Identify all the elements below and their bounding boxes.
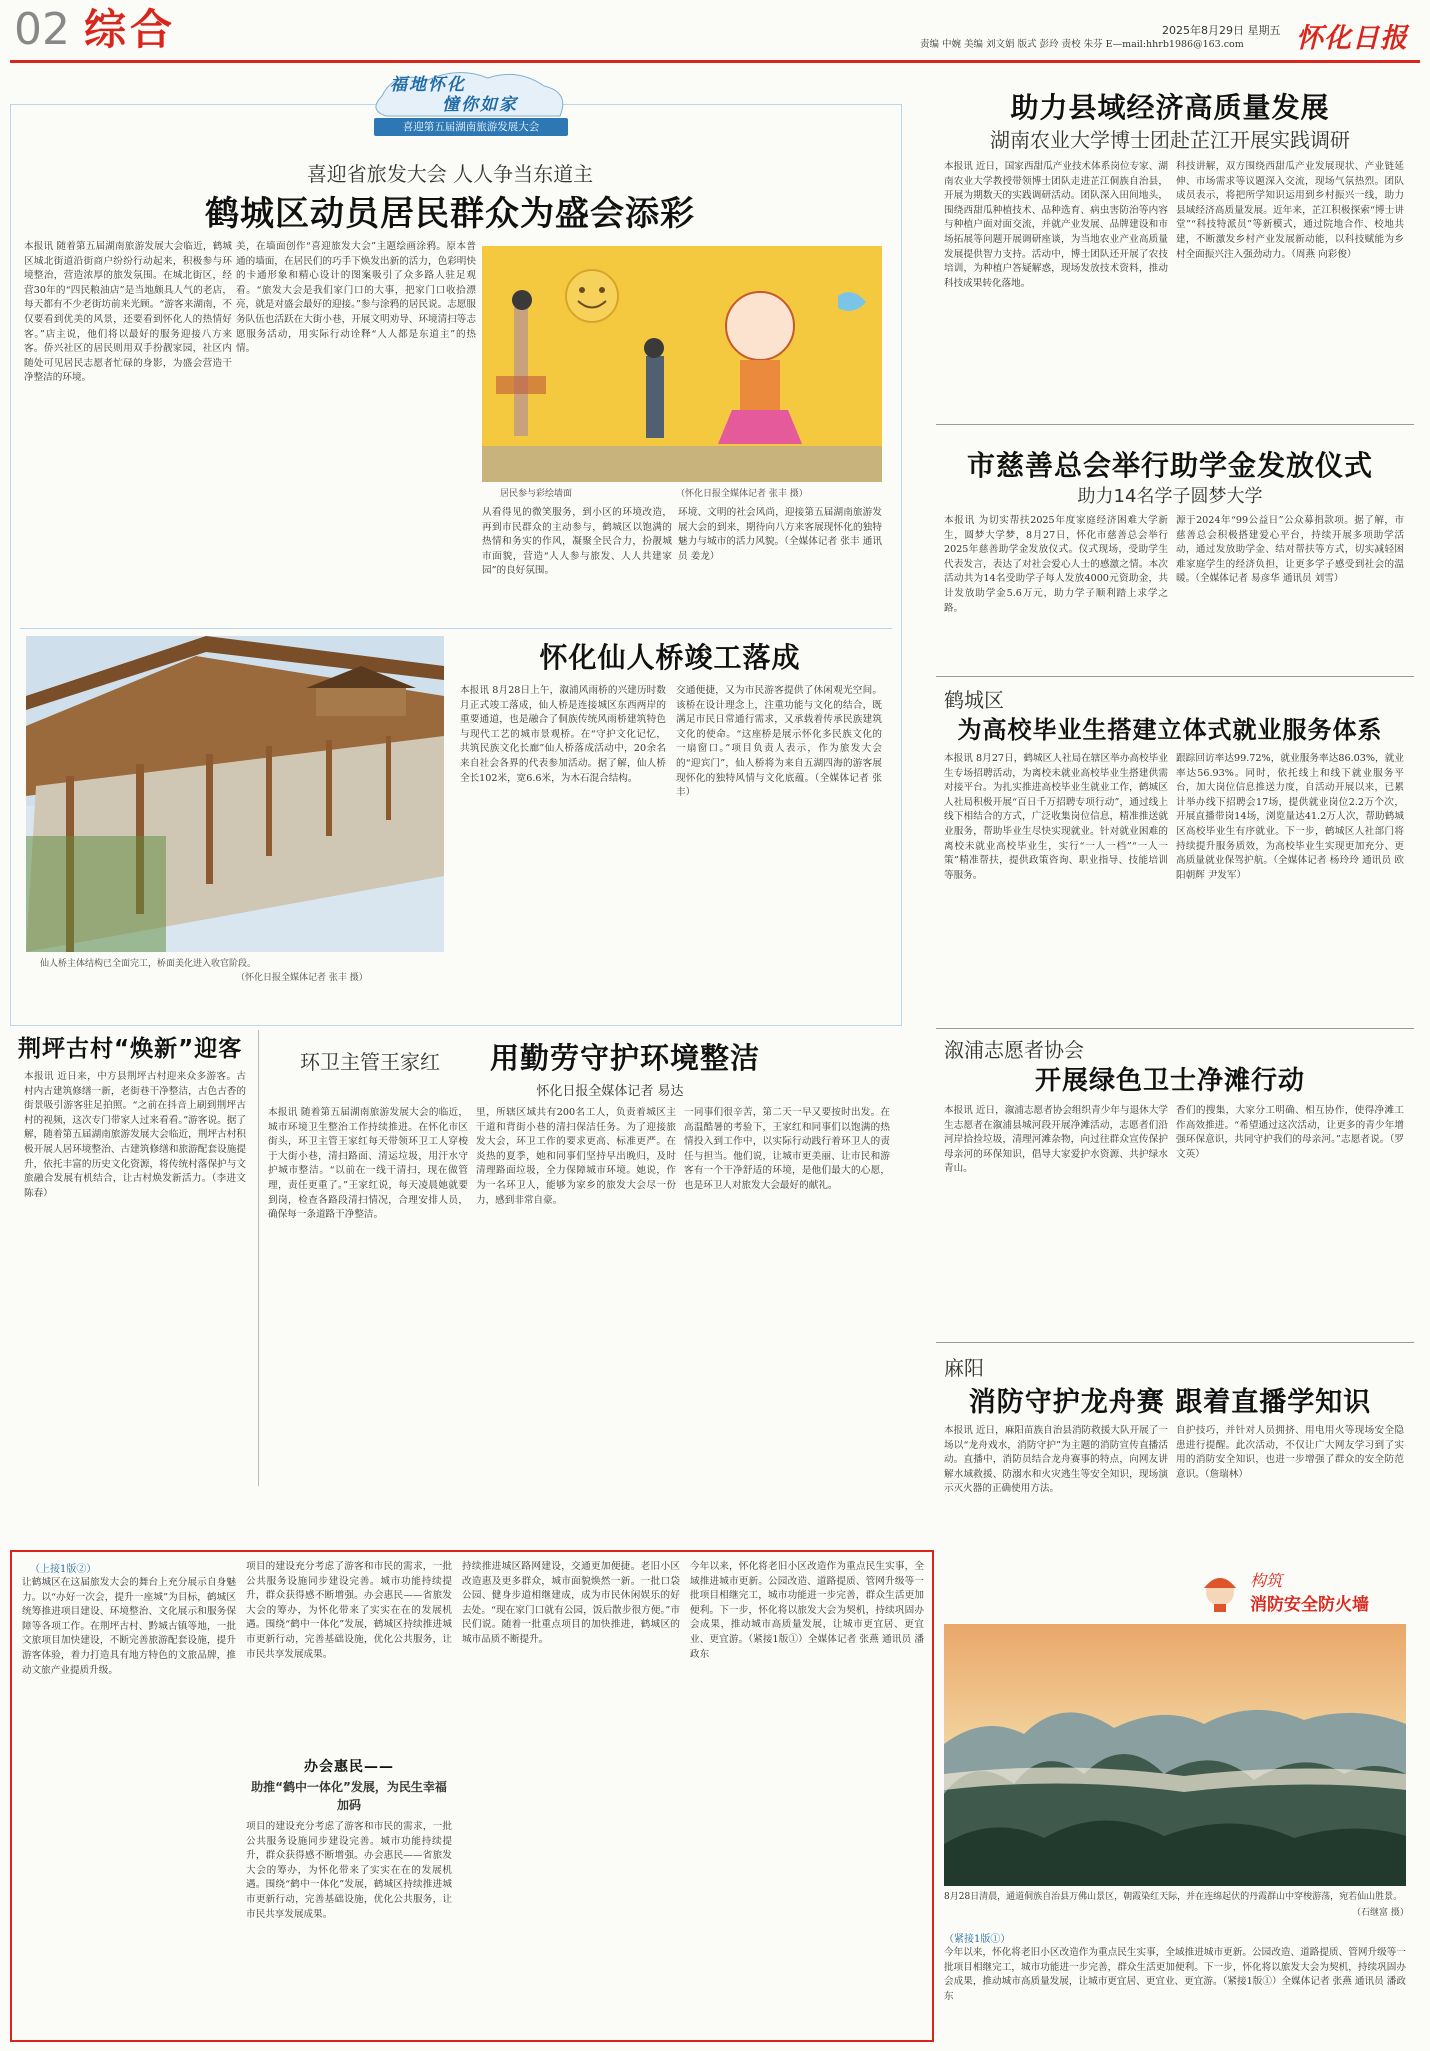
bottom-heading-1: 办会惠民—— xyxy=(304,1759,394,1775)
article1-divider xyxy=(20,628,892,629)
volunteer-col-2: 香们的搜集，大家分工明确、相互协作，使得净滩工作高效推进。“希望通过这次活动，让更多的青少年增强环保意识，共同守护我们的母亲河。”志愿者说。（罗文英） xyxy=(1176,1105,1404,1160)
firefighter-icon xyxy=(1200,1568,1240,1612)
banner-line-1: 福地怀化 xyxy=(390,75,466,95)
continued-from-marker: （上接1版②） xyxy=(30,1564,97,1575)
right2-title: 市慈善总会举行助学金发放仪式 xyxy=(966,449,1373,482)
right1-title: 助力县域经济高质量发展 xyxy=(1010,91,1330,124)
scenic-photo xyxy=(944,1624,1406,1886)
page-number: 02 xyxy=(14,4,70,55)
right3-col-2: 跟踪回访率达99.72%，就业服务率达86.03%，就业率达56.93%。同时，依托线上和线下就业服务平台，加大岗位信息推送力度，自活动开展以来，已累计举办线下招聘会17场，提供就业岗位2.2万个次，开展直播带岗14场，浏览量达41.2万人次，帮助鹤城区高校毕业生有序就业。下一步，鹤城区人社部门将持续提升服务质效，为高校毕业生实现更加充分、更高质量就业保驾护航。（全媒体记者 杨玲玲 通讯员 欧阳朝辉 尹发军） xyxy=(1176,753,1404,881)
article1-col-3: 从看得见的微笑服务，到小区的环境改造，再到市民群众的主动参与，鹤城区以饱满的热情和务实的作风，凝聚全民合力，扮靓城市面貌，营造“人人参与旅发、人人共建家园”的良好氛围。 xyxy=(482,507,672,577)
village-divider xyxy=(258,1030,259,1486)
scenic-caption: 8月28日清晨，通道侗族自治县万佛山景区，朝霞染红天际，并在连绵起伏的丹霞群山中穿梭游荡，宛若仙山胜景。 xyxy=(944,1892,1403,1902)
bottom-col-3: 持续推进城区路网建设，交通更加便捷。老旧小区改造惠及更多群众，城市面貌焕然一新。一批口袋公园、健身步道相继建成，成为市民休闲娱乐的好去处。“现在家门口就有公园，饭后散步很方便。”市民们说。随着一批重点项目的加快推进，鹤城区的城市品质不断提升。 xyxy=(462,1561,680,1645)
banner-line-2: 憧你如家 xyxy=(442,95,518,115)
article1-photo xyxy=(482,246,882,482)
bridge-photo xyxy=(26,636,444,952)
right1-subtitle: 湖南农业大学博士团赴芷江开展实践调研 xyxy=(990,128,1350,152)
fire-badge-line-2: 消防安全防火墙 xyxy=(1250,1595,1369,1615)
article1-photo-credit: （怀化日报全媒体记者 张丰 摄） xyxy=(676,489,808,499)
fire-safety-badge xyxy=(1200,1566,1414,1616)
right3-title: 为高校毕业生搭建立体式就业服务体系 xyxy=(957,716,1383,744)
section-name: 综合 xyxy=(84,5,177,54)
bridge-title: 怀化仙人桥竣工落成 xyxy=(539,641,801,674)
issue-date: 2025年8月29日 星期五 xyxy=(1162,24,1281,37)
volunteer-kicker: 溆浦志愿者协会 xyxy=(944,1038,1084,1062)
right3-divider xyxy=(936,1028,1414,1029)
right1-divider xyxy=(936,424,1414,425)
bridge-col-2: 交通便捷，又为市民游客提供了休闲观光空间。该桥在设计理念上，注重功能与文化的结合，既满足市民日常通行需求，又承载着传承民族建筑文化的使命。“这座桥是展示怀化多民族文化的一扇窗口。”项目负责人表示，作为旅发大会的“迎宾门”，仙人桥将为来自五湖四海的游客展现怀化的独特风情与文化底蕴。（全媒体记者 张丰） xyxy=(676,685,882,799)
right-bottom-continuation: 今年以来，怀化将老旧小区改造作为重点民生实事，全域推进城市更新。公园改造、道路提质、管网升级等一批项目相继完工，城市功能进一步完善，群众生活更加便利。下一步，怀化将以旅发大会为契机，持续巩固办会成果，推动城市高质量发展，让城市更宜居、更宜业、更宜游。（紧接1版①）全媒体记者 张燕 通讯员 潘政东 xyxy=(944,1947,1406,2002)
worker-title: 用勤劳守护环境整洁 xyxy=(490,1041,761,1075)
village-title: 荆坪古村“焕新”迎客 xyxy=(18,1036,243,1062)
feature-banner xyxy=(368,66,574,144)
bottom-col-2: 项目的建设充分考虑了游客和市民的需求，一批公共服务设施同步建设完善。城市功能持续提升，群众获得感不断增强。办会惠民——省旅发大会的筹办，为怀化带来了实实在在的发展机遇。围绕“鹤中一体化”发展，鹤城区持续推进城市更新行动，完善基础设施，优化公共服务，让市民共享发展成果。 xyxy=(246,1561,452,1660)
bottom-col-1: 让鹤城区在这届旅发大会的舞台上充分展示自身魅力。以“办好一次会，提升一座城”为目标，鹤城区统筹推进项目建设、环境整治、文化展示和服务保障等各项工作。在荆坪古村、黔城古镇等地，一批文旅项目加快建设，不断完善旅游配套设施，提升游客体验，着力打造具有地方特色的文旅品牌，推动文旅产业提质升级。 xyxy=(22,1577,236,1676)
article1-col-1: 本报讯 随着第五届湖南旅游发展大会临近，鹤城区城北街道沿街商户纷纷行动起来，积极参与环境整治，营造浓厚的旅发氛围。在城北街区，经营30年的“四民粮油店”是当地颇具人气的老店，每天都有不少老街坊前来光顾。“游客来湖南，不仅要看到优美的风景，还要看到怀化人的热情好客。”店主说，他们将以最好的服务迎接八方来客。侨兴社区的居民则用双手扮靓家园，社区内随处可见居民志愿者忙碌的身影，为盛会营造干净整洁的环境。 xyxy=(24,241,232,384)
bottom-col-2b: 项目的建设充分考虑了游客和市民的需求，一批公共服务设施同步建设完善。城市功能持续提升，群众获得感不断增强。办会惠民——省旅发大会的筹办，为怀化带来了实实在在的发展机遇。围绕“鹤中一体化”发展，鹤城区持续推进城市更新行动，完善基础设施，优化公共服务，让市民共享发展成果。 xyxy=(246,1821,452,1920)
banner-ribbon-text: 喜迎第五届湖南旅游发展大会 xyxy=(402,121,540,133)
fire-badge-line-1: 构筑 xyxy=(1250,1571,1283,1590)
article1-kicker: 喜迎省旅发大会 人人争当东道主 xyxy=(306,162,594,186)
fire-title: 消防守护龙舟赛 跟着直播学知识 xyxy=(968,1387,1372,1418)
worker-col-1: 本报讯 随着第五届湖南旅游发展大会的临近，城市环境卫生整治工作持续推进。在怀化市区街头，环卫主管王家红每天带领环卫工人穿梭于大街小巷，清扫路面、清运垃圾，用汗水守护城市整洁。“以前在一线干清扫，现在做管理，责任更重了。”王家红说，每天凌晨她就要到岗，检查各路段清扫情况，合理安排人员，确保每一条道路干净整洁。 xyxy=(268,1107,468,1221)
article1-title: 鹤城区动员居民群众为盛会添彩 xyxy=(205,194,695,234)
right2-subtitle: 助力14名学子圆梦大学 xyxy=(1077,486,1263,507)
bridge-photo-caption: 仙人桥主体结构已全面完工，桥面美化进入收官阶段。 xyxy=(40,959,257,969)
right1-col-1: 本报讯 近日，国家西甜瓜产业技术体系岗位专家、湖南农业大学教授带领博士团队走进芷江侗族自治县，开展为期数天的实践调研活动。团队深入田间地头，围绕西甜瓜种植技术、品种选育、病虫害防治等内容与种植户面对面交流，并就产业发展、品牌建设和市场拓展等问题开展调研座谈，为当地农业产业高质量发展提供智力支持。活动中，博士团队还开展了农技培训，为种植户答疑解惑，现场发放技术资料，推动科技成果转化落地。 xyxy=(944,161,1168,289)
volunteer-divider xyxy=(936,1342,1414,1343)
worker-byline: 怀化日报全媒体记者 易达 xyxy=(536,1084,684,1099)
right2-divider xyxy=(936,676,1414,677)
bottom-heading-2: 助推“鹤中一体化”发展，为民生幸福加码 xyxy=(251,1780,447,1812)
right3-kicker: 鹤城区 xyxy=(944,688,1004,712)
bridge-photo-credit: （怀化日报全媒体记者 张丰 摄） xyxy=(236,973,368,983)
right2-col-1: 本报讯 为切实帮扶2025年度家庭经济困难大学新生，圆梦大学梦，8月27日，怀化市慈善总会举行2025年慈善助学金发放仪式。仪式现场，受助学生代表发言，表达了对社会爱心人士的感激之情。本次活动共为14名受助学子每人发放4000元资助金，共计发放助学金5.6万元，助力学子顺利踏上求学之路。 xyxy=(944,515,1168,614)
edit-staff: 责编 中婉 美编 刘文娟 版式 彭玲 责校 朱芬 E—mail:hhrb1986@163.com xyxy=(920,39,1244,50)
scenic-credit: （石继富 摄） xyxy=(1352,1908,1409,1918)
right2-col-2: 源于2024年“99公益日”公众募捐款项。据了解，市慈善总会积极搭建爱心平台，持续开展多项助学活动，通过发放助学金、结对帮扶等方式，切实减轻困难家庭学生的经济负担，让更多学子感受到社会的温暖。（全媒体记者 易彦华 通讯员 刘雪） xyxy=(1176,515,1404,585)
bottom-col-4: 今年以来，怀化将老旧小区改造作为重点民生实事，全域推进城市更新。公园改造、道路提质、管网升级等一批项目相继完工，城市功能进一步完善，群众生活更加便利。下一步，怀化将以旅发大会为契机，持续巩固办会成果，推动城市高质量发展，让城市更宜居、更宜业、更宜游。（紧接1版①）全媒体记者 张燕 通讯员 潘政东 xyxy=(690,1561,924,1660)
worker-col-2: 里，所辖区域共有200名工人，负责着城区主干道和背街小巷的清扫保洁任务。为了迎接旅发大会，环卫工作的要求更高、标准更严。在炎热的夏季，她和同事们坚持早出晚归，及时清理路面垃圾，全力保障城市环境。她说，作为一名环卫人，能够为家乡的旅发大会尽一份力，感到非常自豪。 xyxy=(476,1107,676,1206)
volunteer-col-1: 本报讯 近日，溆浦志愿者协会组织青少年与退休大学生志愿者在溆浦县城河段开展净滩活动，志愿者们沿河岸拾捡垃圾，清理河滩杂物，向过往群众宣传保护母亲河的环保知识，倡导大家爱护水资源、共护绿水青山。 xyxy=(944,1105,1168,1175)
worker-kicker: 环卫主管王家红 xyxy=(300,1050,440,1074)
article1-col-2: 美，在墙面创作“喜迎旅发大会”主题绘画涂鸦。原本普通的墙面，在居民们的巧手下焕发出新的活力，色彩明快的卡通形象和精心设计的图案吸引了众多路人驻足观看。“旅发大会是我们家门口的大事，把家门口收拾漂亮，就是对盛会最好的迎接。”参与涂鸦的居民说。志愿服务队伍也活跃在大街小巷，开展文明劝导、环境清扫等志愿服务活动，用实际行动诠释“人人都是东道主”的热情。 xyxy=(236,241,476,355)
right3-col-1: 本报讯 8月27日，鹤城区人社局在辖区举办高校毕业生专场招聘活动，为离校未就业高校毕业生搭建供需对接平台。为扎实推进高校毕业生就业工作，鹤城区人社局积极开展“百日千万招聘专项行动”，通过线上线下相结合的方式，广泛收集岗位信息，精准推送就业服务，帮助毕业生尽快实现就业。针对就业困难的离校未就业高校毕业生，实行“一人一档”“一人一策”精准帮扶，提供政策咨询、职业指导、技能培训等服务。 xyxy=(944,753,1168,881)
right1-col-2: 科技讲解，双方围绕西甜瓜产业发展现状、产业链延伸、市场需求等议题深入交流，现场气氛热烈。团队成员表示，将把所学知识运用到乡村振兴一线，助力县域经济高质量发展。近年来，芷江积极探索“博士讲堂”“科技特派员”等新模式，通过院地合作、校地共建，不断激发乡村产业发展新动能，以科技赋能为乡村全面振兴注入强劲动力。（周燕 向彩俊） xyxy=(1176,161,1404,260)
fire-col-2: 自护技巧，并针对人员拥挤、用电用火等现场安全隐患进行提醒。此次活动，不仅让广大网友学习到了实用的消防安全知识，也进一步增强了群众的安全防范意识。（詹瑞林） xyxy=(1176,1425,1404,1480)
bridge-photo-illustration xyxy=(26,636,444,952)
continued-to-marker: （紧接1版①） xyxy=(944,1934,1011,1945)
bridge-col-1: 本报讯 8月28日上午，溆浦风雨桥的兴建历时数月正式竣工落成，仙人桥是连接城区东西两岸的重要通道，也是融合了侗族传统风雨桥建筑特色与现代工艺的城市景观桥。在“守护文化记忆，共筑民族文化长廊”仙人桥落成活动中，20余名来自社会各界的代表参加活动。据了解，仙人桥全长102米，宽6.6米，为木石混合结构。 xyxy=(460,685,666,784)
village-body: 本报讯 近日来，中方县荆坪古村迎来众多游客。古村内古建筑修缮一新，老街巷干净整洁，古色古香的街景吸引游客驻足拍照。“之前在抖音上刷到荆坪古村的视频，这次专门带家人过来看看。”游客说。据了解，随着第五届湖南旅游发展大会临近，荆坪古村积极开展人居环境整治、古建筑修缮和旅游配套设施提升，依托丰富的历史文化资源，将传统村落保护与文旅融合发展有机结合，让古村焕发新活力。（李进文 陈春） xyxy=(24,1071,246,1199)
fire-col-1: 本报讯 近日，麻阳苗族自治县消防救援大队开展了一场以“龙舟戏水，消防守护”为主题的消防宣传直播活动。直播中，消防员结合龙舟赛事的特点，向网友讲解水域救援、防溺水和火灾逃生等安全知识，现场演示灭火器的正确使用方法。 xyxy=(944,1425,1168,1495)
mountain-photo-illustration xyxy=(944,1624,1406,1886)
article1-col-4: 环境、文明的社会风尚，迎接第五届湖南旅游发展大会的到来，期待向八方来客展现怀化的独特魅力与城市的活力风貌。（全媒体记者 张丰 通讯员 姜龙） xyxy=(678,507,882,562)
fire-kicker: 麻阳 xyxy=(944,1356,984,1380)
header-rule xyxy=(10,60,1420,63)
worker-col-3: 一同事们很辛苦，第二天一早又要按时出发。在高温酷暑的考验下，王家红和同事们以饱满的热情投入到工作中，以实际行动践行着环卫人的责任与担当。他们说，让城市更美丽、让市民和游客有一个干净舒适的环境，是他们最大的心愿，也是环卫人对旅发大会最好的献礼。 xyxy=(684,1107,890,1191)
volunteer-title: 开展绿色卫士净滩行动 xyxy=(1034,1066,1305,1096)
article1-photo-caption: 居民参与彩绘墙面 xyxy=(500,489,573,499)
mural-photo-illustration xyxy=(482,246,882,482)
banner-ribbon xyxy=(374,118,568,136)
paper-logo: 怀化日报 xyxy=(1296,23,1408,54)
page-header xyxy=(0,0,1430,68)
